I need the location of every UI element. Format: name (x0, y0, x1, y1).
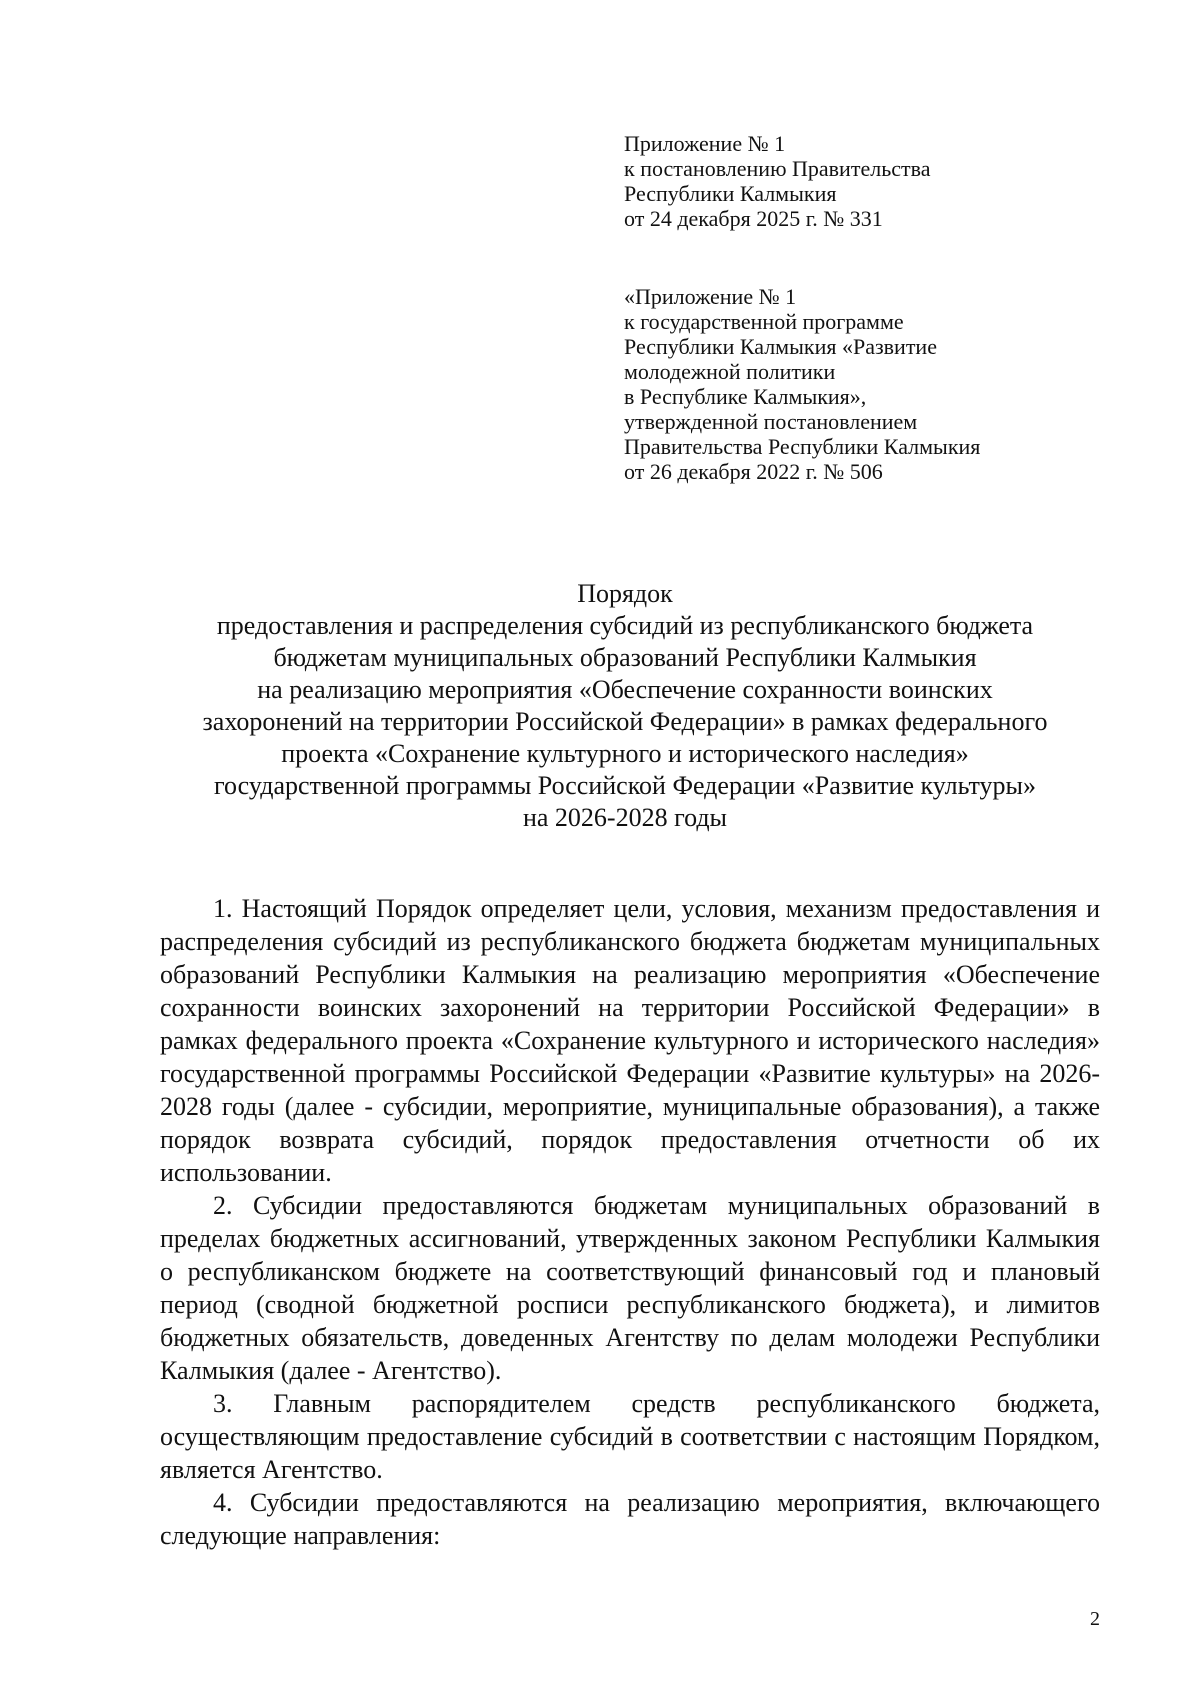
attachment-block-program (624, 284, 980, 484)
title-line: проекта «Сохранение культурного и исторического наследия» (281, 739, 969, 768)
attachment-line: «Приложение № 1 (624, 284, 797, 309)
attachment-line: к государственной программе (624, 309, 904, 334)
title-line: бюджетам муниципальных образований Республики Калмыкия (273, 643, 977, 672)
document-body (160, 892, 1100, 1552)
attachment-line: Правительства Республики Калмыкия (624, 434, 981, 459)
paragraph-3: 3. Главным распорядителем средств республиканского бюджета, осуществляющим предоставление субсидий в соответствии с настоящим Порядком, является Агентство. (160, 1389, 1100, 1484)
paragraph-4: 4. Субсидии предоставляются на реализацию мероприятия, включающего следующие направления: (160, 1488, 1100, 1550)
attachment-line: молодежной политики (624, 359, 836, 384)
attachment-line: Республики Калмыкия «Развитие (624, 334, 937, 359)
title-line: на 2026-2028 годы (522, 803, 728, 832)
title-line: предоставления и распределения субсидий из республиканского бюджета (216, 611, 1034, 640)
page-number: 2 (1090, 1608, 1100, 1630)
title-line: государственной программы Российской Федерации «Развитие культуры» (214, 771, 1036, 800)
title-line: на реализацию мероприятия «Обеспечение сохранности воинских (257, 675, 993, 704)
attachment-line: к постановлению Правительства (624, 156, 931, 181)
attachment-line: Приложение № 1 (624, 131, 786, 156)
attachment-line: утвержденной постановлением (624, 409, 918, 434)
attachment-line: Республики Калмыкия (624, 181, 837, 206)
paragraph-2: 2. Субсидии предоставляются бюджетам муниципальных образований в пределах бюджетных ассигнований, утвержденных законом Республики Калмыкия о республиканском бюджете на соответствующий финансовый год и плановый период (сводной бюджетной росписи республиканского бюджета), и лимитов бюджетных обязательств, доведенных Агентству по делам молодежи Республики Калмыкия (далее - Агентство). (160, 1191, 1100, 1385)
title-heading: Порядок (577, 579, 673, 608)
attachment-line: от 24 декабря 2025 г. № 331 (624, 206, 883, 231)
title-line: захоронений на территории Российской Федерации» в рамках федерального (202, 707, 1048, 736)
paragraph-1: 1. Настоящий Порядок определяет цели, условия, механизм предоставления и распределения субсидий из республиканского бюджета бюджетам муниципальных образований Республики Калмыкия на реализацию мероприятия «Обеспечение сохранности воинских захоронений на территории Российской Федерации» в рамках федерального проекта «Сохранение культурного и исторического наследия» государственной программы Российской Федерации «Развитие культуры» на 2026-2028 годы (далее - субсидии, мероприятие, муниципальные образования), а также порядок возврата субсидий, порядок предоставления отчетности об их использовании. (160, 894, 1100, 1187)
attachment-line: в Республике Калмыкия», (624, 384, 867, 409)
document-title (150, 578, 1100, 834)
attachment-line: от 26 декабря 2022 г. № 506 (624, 459, 883, 484)
attachment-block-resolution (624, 131, 930, 231)
